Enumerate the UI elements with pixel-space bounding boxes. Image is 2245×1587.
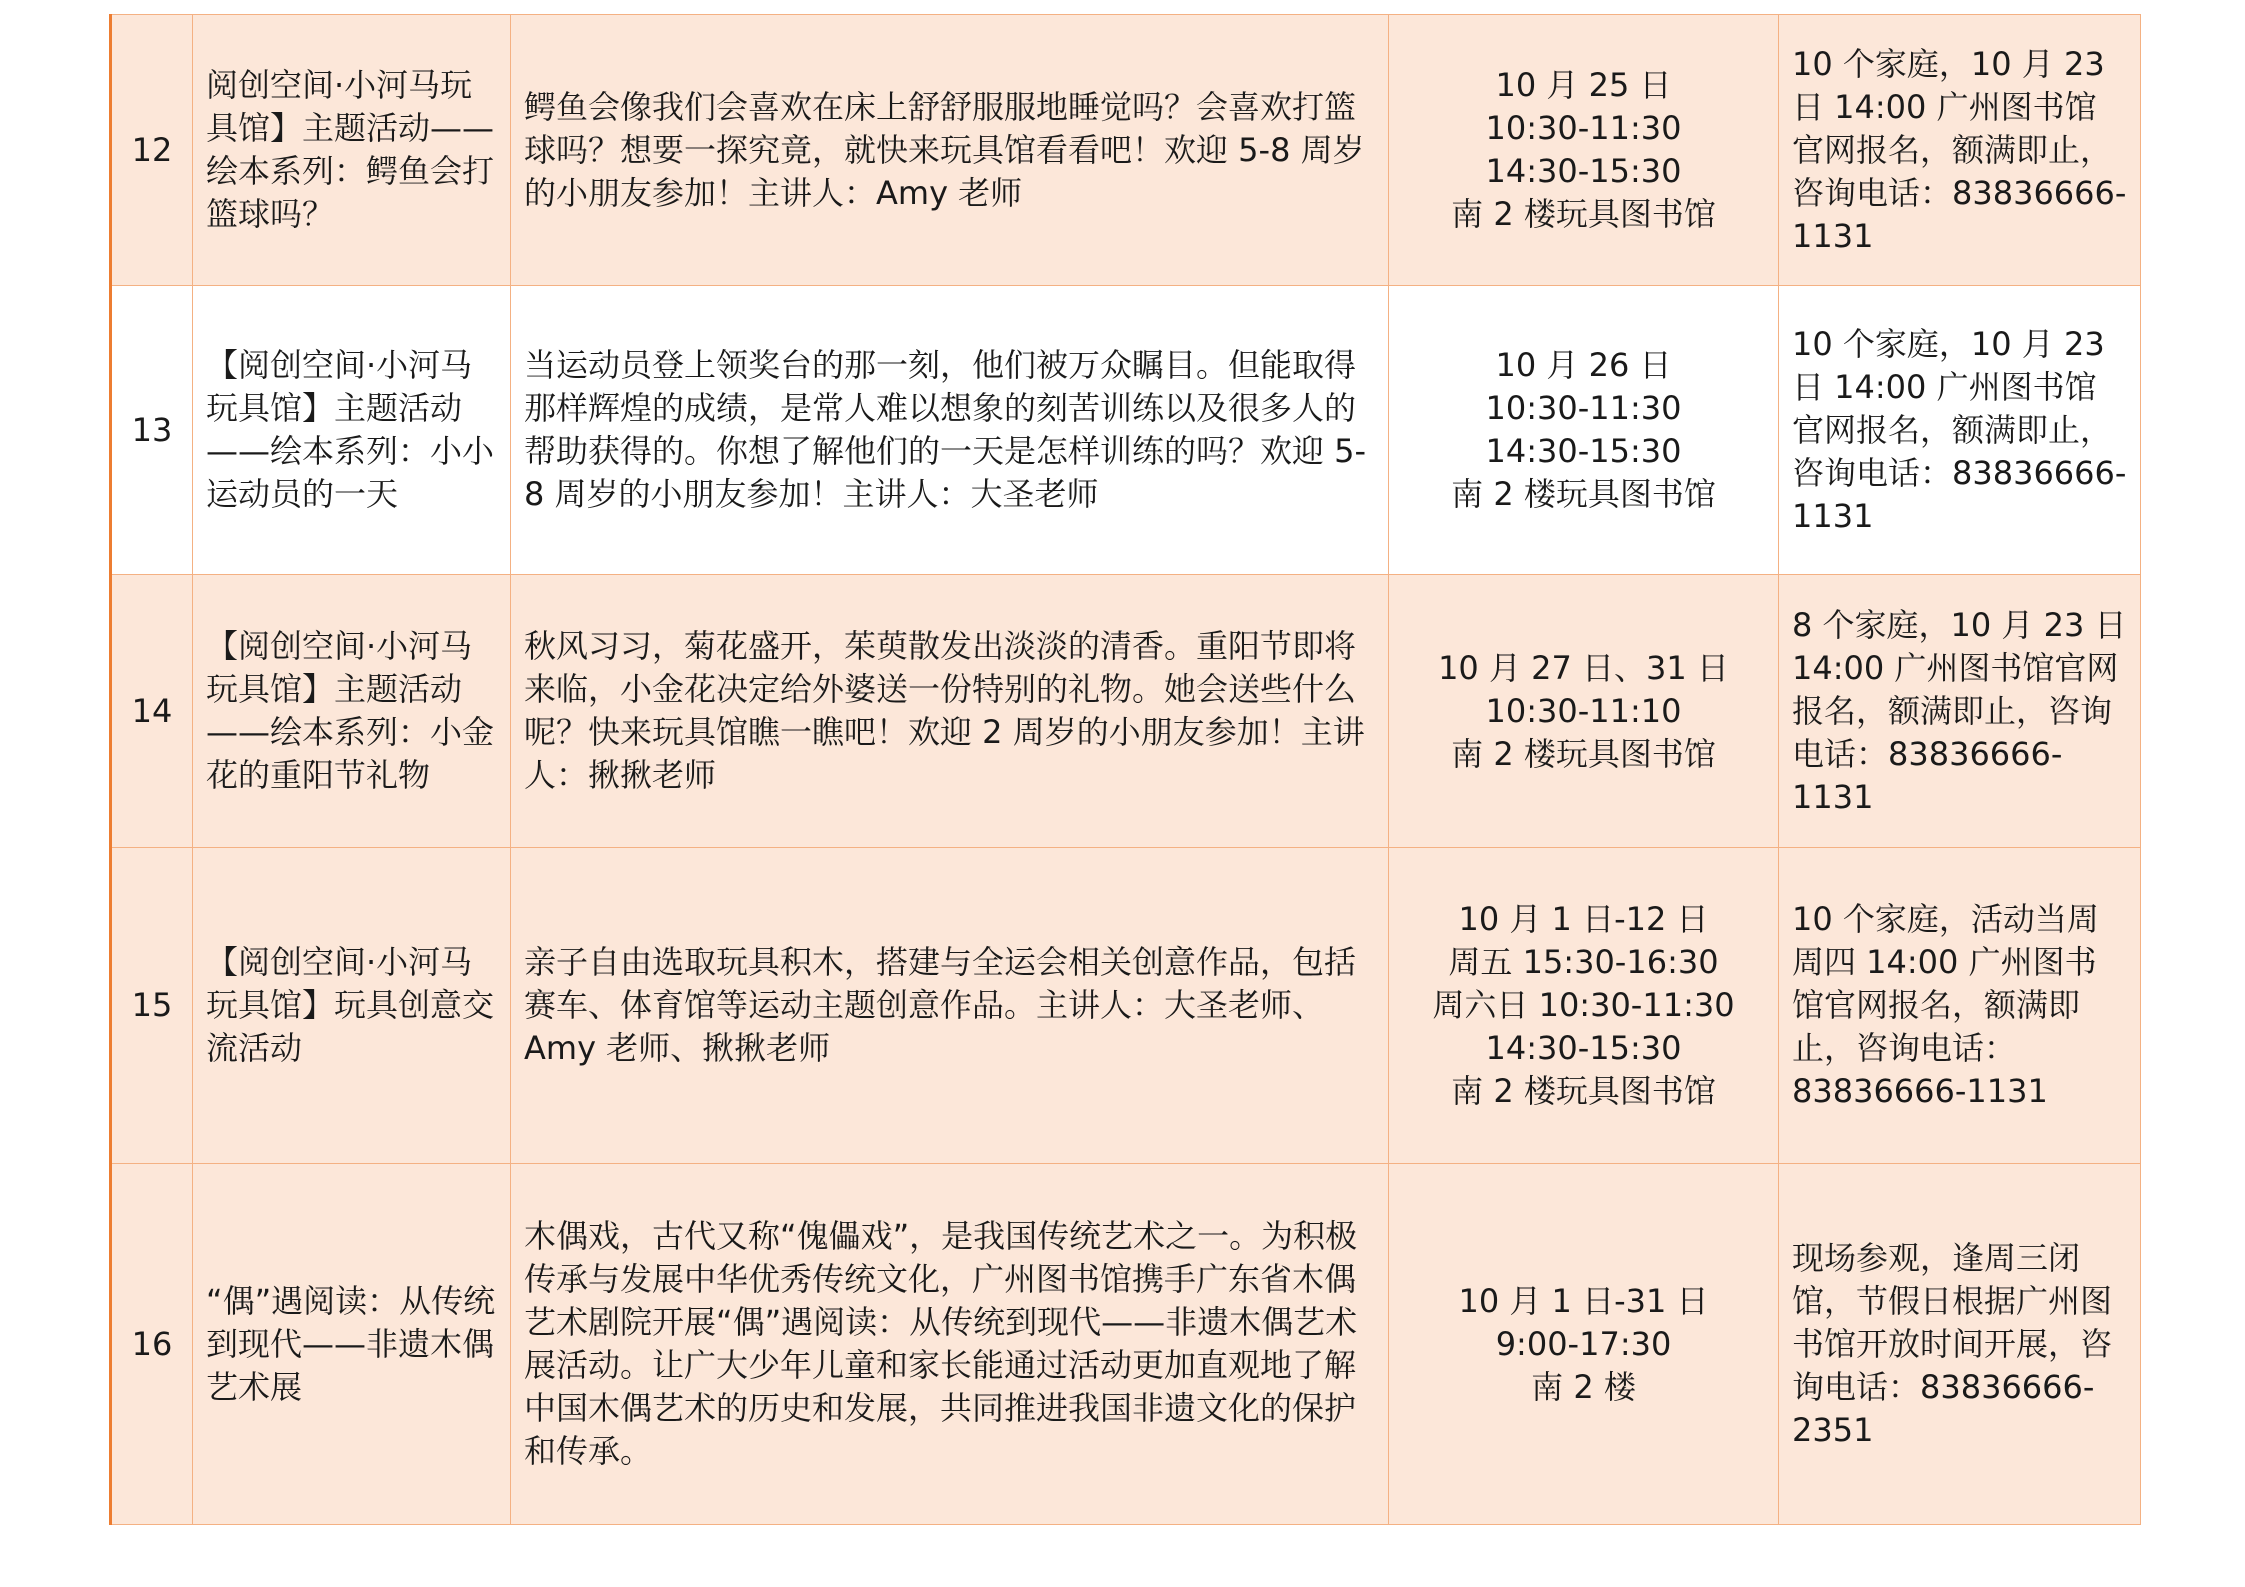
activity-description [511, 15, 1389, 286]
activity-signup-info [1779, 286, 2141, 575]
activity-signup-info [1779, 575, 2141, 848]
activity-title [193, 286, 511, 575]
location-line: 南 2 楼玩具图书馆 [1451, 195, 1716, 233]
activity-description [511, 575, 1389, 848]
time-line: 10 月 25 日 [1495, 66, 1672, 104]
time-line: 周六日 10:30-11:30 [1432, 986, 1735, 1024]
row-number: 14 [111, 575, 193, 848]
activity-title-text: 【阅创空间·小河马玩具馆】主题活动——绘本系列：小金花的重阳节礼物 [206, 627, 495, 794]
time-line: 14:30-15:30 [1485, 432, 1682, 470]
activity-title [193, 15, 511, 286]
activity-description-text: 当运动员登上领奖台的那一刻，他们被万众瞩目。但能取得那样辉煌的成绩，是常人难以想象的刻苦训练以及很多人的帮助获得的。你想了解他们的一天是怎样训练的吗？欢迎 5-8 周岁的小朋友参加！主讲人：大圣老师 [524, 346, 1367, 513]
time-line: 10 月 26 日 [1495, 346, 1672, 384]
activity-signup-info [1779, 848, 2141, 1164]
activity-time-location [1389, 848, 1779, 1164]
activity-title [193, 575, 511, 848]
signup-info-text: 10 个家庭，10 月 23 日 14:00 广州图书馆官网报名，额满即止，咨询电话：83836666-1131 [1792, 44, 2127, 255]
table-row [111, 15, 2141, 286]
table-row [111, 848, 2141, 1164]
table-row [111, 286, 2141, 575]
activity-title-text: 【阅创空间·小河马玩具馆】主题活动——绘本系列：小小运动员的一天 [206, 346, 495, 513]
activity-title-text: “偶”遇阅读：从传统到现代——非遗木偶艺术展 [206, 1281, 496, 1406]
signup-info-text: 10 个家庭，活动当周周四 14:00 广州图书馆官网报名，额满即止，咨询电话：83836666-1131 [1792, 900, 2099, 1110]
signup-info-text: 10 个家庭，10 月 23 日 14:00 广州图书馆官网报名，额满即止，咨询电话：83836666-1131 [1792, 324, 2127, 535]
location-line: 南 2 楼 [1531, 1367, 1636, 1406]
activity-description [511, 1164, 1389, 1525]
activity-title-text: 【阅创空间·小河马玩具馆】玩具创意交流活动 [206, 943, 495, 1067]
time-line: 10 月 27 日、31 日 [1438, 648, 1729, 687]
location-line: 南 2 楼玩具图书馆 [1451, 1072, 1716, 1110]
time-line: 10:30-11:30 [1485, 389, 1682, 427]
activity-description-text: 秋风习习，菊花盛开，茱萸散发出淡淡的清香。重阳节即将来临，小金花决定给外婆送一份特别的礼物。她会送些什么呢？快来玩具馆瞧一瞧吧！欢迎 2 周岁的小朋友参加！主讲人：揪揪老师 [524, 627, 1365, 794]
location-line: 南 2 楼玩具图书馆 [1451, 475, 1716, 513]
activity-description-text: 亲子自由选取玩具积木，搭建与全运会相关创意作品，包括赛车、体育馆等运动主题创意作品。主讲人：大圣老师、Amy 老师、揪揪老师 [524, 943, 1357, 1067]
time-line: 14:30-15:30 [1485, 1029, 1682, 1067]
time-line: 14:30-15:30 [1485, 152, 1682, 190]
activity-time-location [1389, 286, 1779, 575]
row-number: 12 [111, 15, 193, 286]
activity-title [193, 1164, 511, 1525]
signup-info-text: 8 个家庭，10 月 23 日 14:00 广州图书馆官网报名，额满即止，咨询电话：83836666-1131 [1792, 605, 2127, 816]
activity-signup-info [1779, 1164, 2141, 1525]
location-line: 南 2 楼玩具图书馆 [1451, 734, 1716, 773]
activity-signup-info [1779, 15, 2141, 286]
activity-title [193, 848, 511, 1164]
time-line: 周五 15:30-16:30 [1448, 943, 1719, 981]
table-row [111, 1164, 2141, 1525]
row-number: 15 [111, 848, 193, 1164]
activity-title-text: 阅创空间·小河马玩具馆】主题活动——绘本系列：鳄鱼会打篮球吗？ [206, 66, 495, 233]
activity-description-text: 木偶戏，古代又称“傀儡戏”，是我国传统艺术之一。为积极传承与发展中华优秀传统文化，广州图书馆携手广东省木偶艺术剧院开展“偶”遇阅读：从传统到现代——非遗木偶艺术展活动。让广大少年儿童和家长能通过活动更加直观地了解中国木偶艺术的历史和发展，共同推进我国非遗文化的保护和传承。 [524, 1217, 1358, 1470]
time-line: 10:30-11:10 [1485, 691, 1682, 730]
time-line: 10 月 1 日-12 日 [1458, 900, 1709, 938]
row-number: 13 [111, 286, 193, 575]
activity-schedule-table [109, 14, 2141, 1525]
time-line: 10:30-11:30 [1485, 109, 1682, 147]
signup-info-text: 现场参观，逢周三闭馆，节假日根据广州图书馆开放时间开展，咨询电话：83836666-2351 [1792, 1238, 2113, 1449]
time-line: 9:00-17:30 [1495, 1324, 1672, 1363]
activity-description [511, 286, 1389, 575]
time-line: 10 月 1 日-31 日 [1458, 1281, 1709, 1320]
activity-description [511, 848, 1389, 1164]
activity-description-text: 鳄鱼会像我们会喜欢在床上舒舒服服地睡觉吗？会喜欢打篮球吗？想要一探究竟，就快来玩具馆看看吧！欢迎 5-8 周岁的小朋友参加！主讲人：Amy 老师 [524, 87, 1365, 212]
activity-time-location [1389, 1164, 1779, 1525]
row-number: 16 [111, 1164, 193, 1525]
table-row [111, 575, 2141, 848]
activity-time-location [1389, 15, 1779, 286]
activity-time-location [1389, 575, 1779, 848]
